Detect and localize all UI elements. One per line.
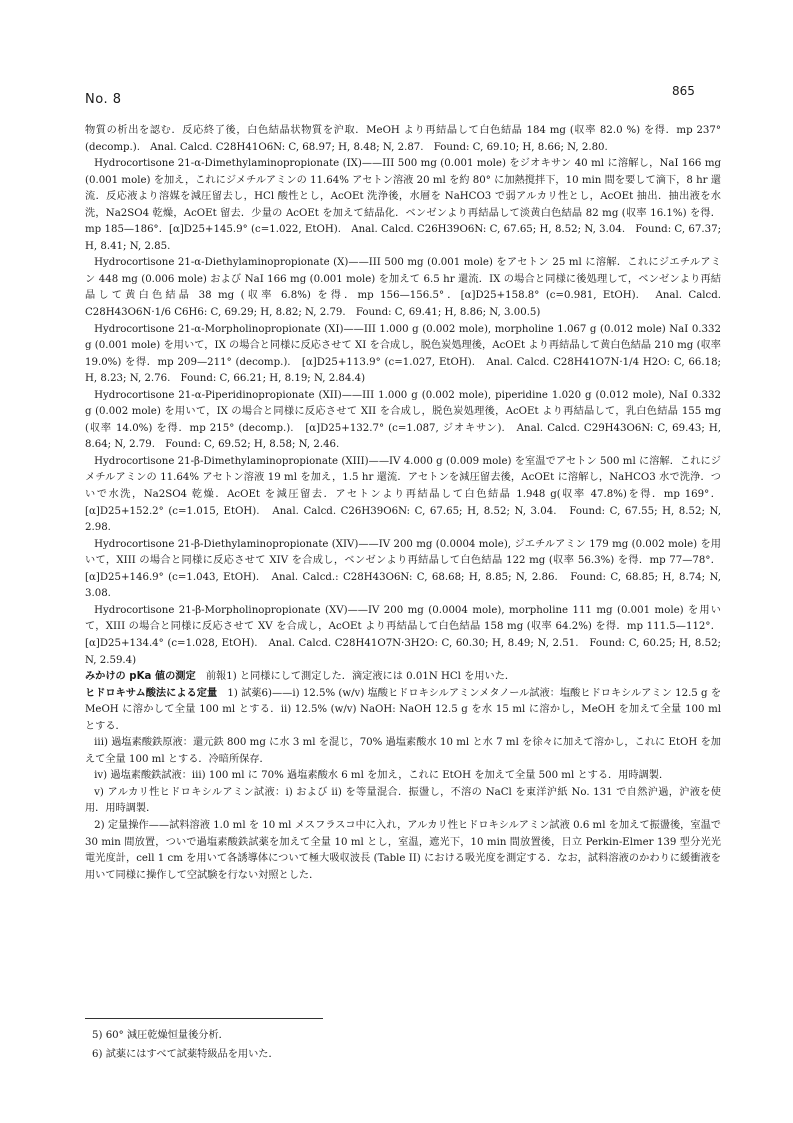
paragraph-compound-xv: Hydrocortisone 21-β-Morpholinopropionate (XV)——IV 200 mg (0.0004 mole), morpholine 111 mg (0.001 mole) を用いて，XIII の場合と同様に反応させて XV を合成し，AcOEt より再結晶して白色結晶 158 mg (収率 64.2%) を得．mp 111.5—112°．[α]D25+134.4° (c=1.028, EtOH). Anal. Calcd. C28H41O7N·3H2O: C, 60.30; H, 8.49; N, 2.51. Found: C, 60.25; H, 8.52; N, 2.59.4) <box>85 604 721 666</box>
footnote-divider <box>85 1018 323 1019</box>
article-body <box>85 123 721 884</box>
paragraph-compound-ix: Hydrocortisone 21-α-Dimethylaminopropionate (IX)——III 500 mg (0.001 mole) をジオキサン 40 ml に溶解し，NaI 166 mg (0.001 mole) を加え，これにジメチルアミンの 11.64% アセトン溶液 20 ml を約 80° に加熱撹拌下，10 min 間を要して滴下，8 hr 還流．反応液より溶媒を減圧留去し，HCl 酸性とし，AcOEt 洗浄後，水層を NaHCO3 で弱アルカリ性とし，AcOEt 抽出．抽出液を水洗，Na2SO4 乾燥，AcOEt 留去．少量の AcOEt を加えて結晶化．ベンゼンより再結晶して淡黄白色結晶 82 mg (収率 16.1%) を得．mp 185—186°．[α]D25+145.9° (c=1.022, EtOH). Anal. Calcd. C26H39O6N: C, 67.65; H, 8.52; N, 3.04. Found: C, 67.37; H, 8.41; N, 2.85. <box>85 158 721 252</box>
paragraph-continuation: 物質の析出を認む．反応終了後，白色結晶状物質を沪取．MeOH より再結晶して白色結晶 184 mg (収率 82.0 %) を得．mp 237° (decomp.). Anal. Calcd. C28H41O6N: C, 68.97; H, 8.48; N, 2.87. Found: C, 69.10; H, 8.66; N, 2.80. <box>85 125 721 153</box>
reagent-iv: iv) 過塩素酸鉄試液：iii) 100 ml に 70% 過塩素酸水 6 ml を加え，これに EtOH を加えて全量 500 ml とする．用時調製． <box>94 770 670 782</box>
hydroxamate-paragraph <box>85 686 721 736</box>
issue-number: No. 8 <box>85 92 122 107</box>
hydroxamate-text: 1) 試薬6)——i) 12.5% (w/v) 塩酸ヒドロキシルアミンメタノール試液：塩酸ヒドロキシルアミン 12.5 g を MeOH に溶かして全量 100 ml とする．ii) 12.5% (w/v) NaOH: NaOH 12.5 g を水 15 ml に溶かし，MeOH を加えて全量 100 ml とする． <box>85 687 722 732</box>
hydroxamate-heading: ヒドロキサム酸法による定量 <box>85 687 218 699</box>
pka-text: 前報1) と同様にして測定した．滴定液には 0.01N HCl を用いた． <box>205 671 516 683</box>
page-number: 865 <box>672 84 695 98</box>
pka-heading: みかけの pKa 値の測定 <box>85 671 196 683</box>
footnote-6: 6) 試薬にはすべて試薬特級品を用いた． <box>92 1049 279 1060</box>
paragraph-compound-x: Hydrocortisone 21-α-Diethylaminopropionate (X)——III 500 mg (0.001 mole) をアセトン 25 ml に溶解．これにジエチルアミン 448 mg (0.006 mole) および NaI 166 mg (0.001 mole) を加えて 6.5 hr 還流．IX の場合と同様に後処理して，ベンゼンより再結晶して黄白色結晶 38 mg (収率 6.8%) を得．mp 156—156.5°．[α]D25+158.8° (c=0.981, EtOH). Anal. Calcd. C28H43O6N·1/6 C6H6: C, 69.29; H, 8.82; N, 2.79. Found: C, 69.41; H, 8.86; N, 3.00.5) <box>85 257 721 319</box>
paragraph-compound-xiv: Hydrocortisone 21-β-Diethylaminopropionate (XIV)——IV 200 mg (0.0004 mole), ジエチルアミン 179 mg (0.002 mole) を用いて，XIII の場合と同様に反応させて XIV を合成し，ベンゼンより再結晶して白色結晶 122 mg (収率 56.3%) を得．mp 77—78°．[α]D25+146.9° (c=1.043, EtOH). Anal. Calcd.: C28H43O6N: C, 68.68; H, 8.85; N, 2.86. Found: C, 68.85; H, 8.74; N, 3.08. <box>85 538 721 600</box>
paragraph-compound-xii: Hydrocortisone 21-α-Piperidinopropionate (XII)——III 1.000 g (0.002 mole), piperidine 1.020 g (0.012 mole), NaI 0.332 g (0.002 mole) を用いて，IX の場合と同様に反応させて XII を合成し，脱色炭処理後，AcOEt より再結晶して，乳白色結晶 155 mg (収率 14.0%) を得．mp 215° (decomp.). [α]D25+132.7° (c=1.087, ジオキサン). Anal. Calcd. C29H43O6N: C, 69.43; H, 8.64; N, 2.79. Found: C, 69.52; H, 8.58; N, 2.46. <box>85 389 721 451</box>
footnote-5: 5) 60° 減圧乾燥恒量後分析． <box>92 1030 229 1041</box>
procedure-paragraph: 2) 定量操作——試料溶液 1.0 ml を 10 ml メスフラスコ中に入れ，アルカリ性ヒドロキシルアミン試液 0.6 ml を加えて振盪後，室温で 30 min 間放置，ついで過塩素酸鉄試薬を加えて全量 10 ml とし，室温，遮光下，10 min 間放置後，日立 Perkin-Elmer 139 型分光光電光度計，cell 1 cm を用いて各誘導体について極大吸収波長 (Table II) における吸光度を測定する．なお，試料溶液のかわりに緩衝液を用いて同様に操作して空試験を行ない対照とした． <box>85 819 721 881</box>
reagent-iii: iii) 過塩素酸鉄原液：還元鉄 800 mg に水 3 ml を混じ，70% 過塩素酸水 10 ml と水 7 ml を徐々に加えて溶かし，これに EtOH を加えて全量 100 ml とする．冷暗所保存． <box>85 737 721 765</box>
pka-paragraph <box>85 669 721 686</box>
paragraph-compound-xiii: Hydrocortisone 21-β-Dimethylaminopropionate (XIII)——IV 4.000 g (0.009 mole) を室温でアセトン 500 ml に溶解．これにジメチルアミンの 11.64% アセトン溶液 19 ml を加え，1.5 hr 還流．アセトンを減圧留去後，AcOEt に溶解し，NaHCO3 水で洗浄．ついで水洗，Na2SO4 乾燥．AcOEt を減圧留去．アセトンより再結晶して白色結晶 1.948 g(収率 47.8%)を得．mp 169°．[α]D25+152.2° (c=1.015, EtOH). Anal. Calcd. C26H39O6N: C, 67.65; H, 8.52; N, 3.04. Found: C, 67.55; H, 8.52; N, 2.98. <box>85 455 721 534</box>
reagent-v: v) アルカリ性ヒドロキシルアミン試液：i) および ii) を等量混合．振盪し，不溶の NaCl を東洋沪紙 No. 131 で自然沪過，沪液を使用．用時調製． <box>85 786 721 815</box>
paragraph-compound-xi: Hydrocortisone 21-α-Morpholinopropionate (XI)——III 1.000 g (0.002 mole), morpholine 1.067 g (0.012 mole) NaI 0.332 g (0.001 mole) を用いて，IX の場合と同様に反応させて XI を合成し，脱色炭処理後，AcOEt より再結晶して黄白色結晶 210 mg (収率 19.0%) を得．mp 209—211° (decomp.). [α]D25+113.9° (c=1.027, EtOH). Anal. Calcd. C28H41O7N·1/4 H2O: C, 66.18; H, 8.23; N, 2.76. Found: C, 66.21; H, 8.19; N, 2.84.4) <box>85 323 721 385</box>
